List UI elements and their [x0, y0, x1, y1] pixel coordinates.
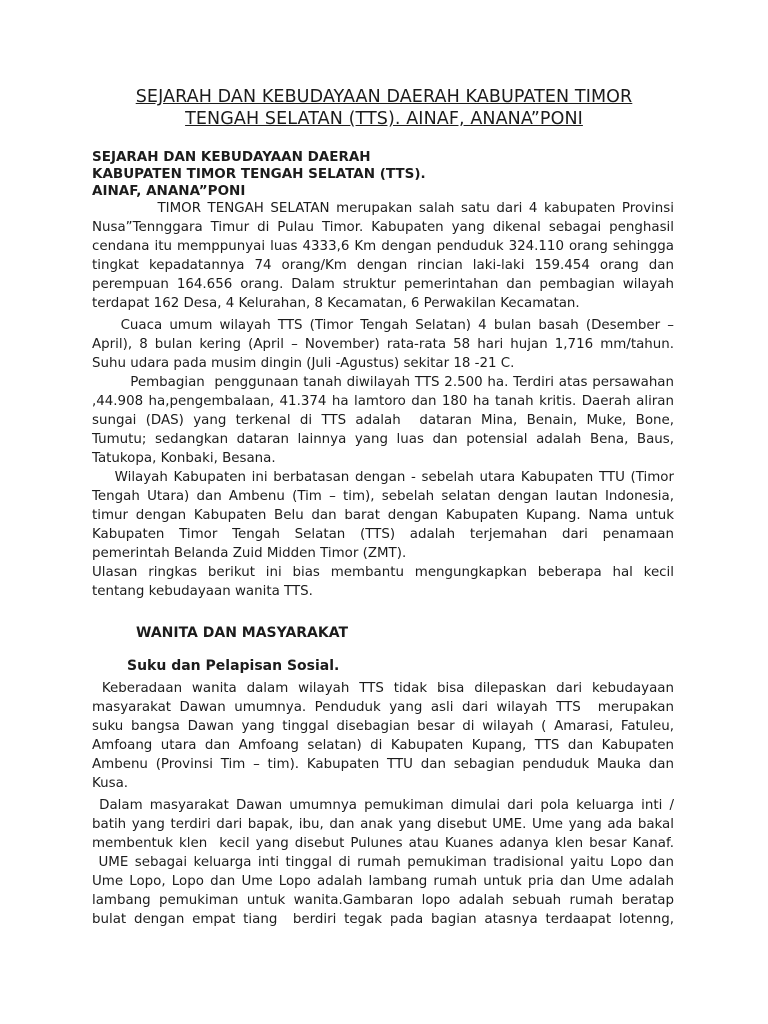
title-line-1: SEJARAH DAN KEBUDAYAAN DAERAH KABUPATEN TIMOR	[135, 87, 633, 107]
body-line: Tatukopa, Konbaki, Besana.	[92, 451, 276, 466]
subheading-line-3: AINAF, ANANA”PONI	[92, 183, 246, 199]
body-line: UME sebagai keluarga inti tinggal di rumah pemukiman tradisional yaitu Lopo dan	[92, 855, 674, 870]
body-line: bulat dengan empat tiang berdiri tegak pada bagian atasnya terdaapat lotenng,	[92, 912, 674, 927]
body-line: Ulasan ringkas berikut ini bias membantu mengungkapkan beberapa hal kecil	[92, 565, 674, 580]
body-line: sungai (DAS) yang terkenal di TTS adalah dataran Mina, Benain, Muke, Bone,	[92, 413, 674, 428]
body-line: terdapat 162 Desa, 4 Kelurahan, 8 Kecamatan, 6 Perwakilan Kecamatan.	[92, 296, 580, 311]
body-line: suku bangsa Dawan yang tinggal disebagian besar di wilayah ( Amarasi, Fatuleu,	[92, 719, 674, 734]
body-line: timur dengan Kabupaten Belu dan barat dengan Kabupaten Kupang. Nama untuk	[92, 508, 674, 523]
section-subheading: Suku dan Pelapisan Sosial.	[127, 658, 340, 674]
body-line: masyarakat Dawan umumnya. Penduduk yang asli dari wilayah TTS merupakan	[92, 700, 674, 715]
body-line: Keberadaan wanita dalam wilayah TTS tidak bisa dilepaskan dari kebudayaan	[92, 681, 674, 696]
body-line: lambang pemukiman untuk wanita.Gambaran lopo adalah sebuah rumah beratap	[92, 893, 674, 908]
body-line: Nusa”Tennggara Timur di Pulau Timor. Kabupaten yang dikenal sebagai penghasil	[92, 220, 674, 235]
body-line: Ambenu (Provinsi Tim – tim). Kabupaten TTU dan sebagian penduduk Mauka dan	[92, 757, 674, 772]
subheading-line-1: SEJARAH DAN KEBUDAYAAN DAERAH	[92, 149, 371, 165]
subheading-line-2: KABUPATEN TIMOR TENGAH SELATAN (TTS).	[92, 166, 426, 182]
body-line: Kabupaten Timor Tengah Selatan (TTS) adalah terjemahan dari penamaan	[92, 527, 674, 542]
body-line: tingkat kepadatannya 74 orang/Km dengan rincian laki-laki 159.454 orang dan	[92, 258, 674, 273]
title-line-2: TENGAH SELATAN (TTS). AINAF, ANANA”PONI	[185, 109, 583, 129]
body-line: batih yang terdiri dari bapak, ibu, dan anak yang disebut UME. Ume yang ada bakal	[92, 817, 674, 832]
body-line: Cuaca umum wilayah TTS (Timor Tengah Selatan) 4 bulan basah (Desember –	[92, 318, 674, 333]
body-line: cendana itu memppunyai luas 4333,6 Km dengan penduduk 324.110 orang sehingga	[92, 239, 674, 254]
body-line: Pembagian penggunaan tanah diwilayah TTS 2.500 ha. Terdiri atas persawahan	[92, 375, 674, 390]
body-line: TIMOR TENGAH SELATAN merupakan salah satu dari 4 kabupaten Provinsi	[92, 201, 674, 216]
body-line: Suhu udara pada musim dingin (Juli -Agustus) sekitar 18 -21 C.	[92, 356, 515, 371]
body-line: ,44.908 ha,pengembalaan, 41.374 ha lamtoro dan 180 ha tanah kritis. Daerah aliran	[92, 394, 674, 409]
document-title	[90, 86, 678, 130]
body-line: Dalam masyarakat Dawan umumnya pemukiman dimulai dari pola keluarga inti /	[92, 798, 674, 813]
body-line: Tengah Utara) dan Ambenu (Tim – tim), sebelah selatan dengan lautan Indonesia,	[92, 489, 674, 504]
body-line: Wilayah Kabupaten ini berbatasan dengan - sebelah utara Kabupaten TTU (Timor	[92, 470, 674, 485]
body-line: perempuan 164.656 orang. Dalam struktur pemerintahan dan pembagian wilayah	[92, 277, 674, 292]
body-line: pemerintah Belanda Zuid Midden Timor (ZMT).	[92, 546, 407, 561]
body-line: tentang kebudayaan wanita TTS.	[92, 584, 313, 599]
body-line: Ume Lopo, Lopo dan Ume Lopo adalah lambang rumah untuk pria dan Ume adalah	[92, 874, 674, 889]
body-line: Tumutu; sedangkan dataran lainnya yang luas dan potensial adalah Bena, Baus,	[92, 432, 674, 447]
body-line: membentuk klen kecil yang disebut Pulunes atau Kuanes adanya klen besar Kanaf.	[92, 836, 674, 851]
section-heading: WANITA DAN MASYARAKAT	[136, 625, 349, 641]
body-line: April), 8 bulan kering (April – November) rata-rata 58 hari hujan 1,716 mm/tahun.	[92, 337, 674, 352]
body-line: Kusa.	[92, 776, 129, 791]
body-line: Amfoang utara dan Amfoang selatan) di Kabupaten Kupang, TTS dan Kabupaten	[92, 738, 674, 753]
